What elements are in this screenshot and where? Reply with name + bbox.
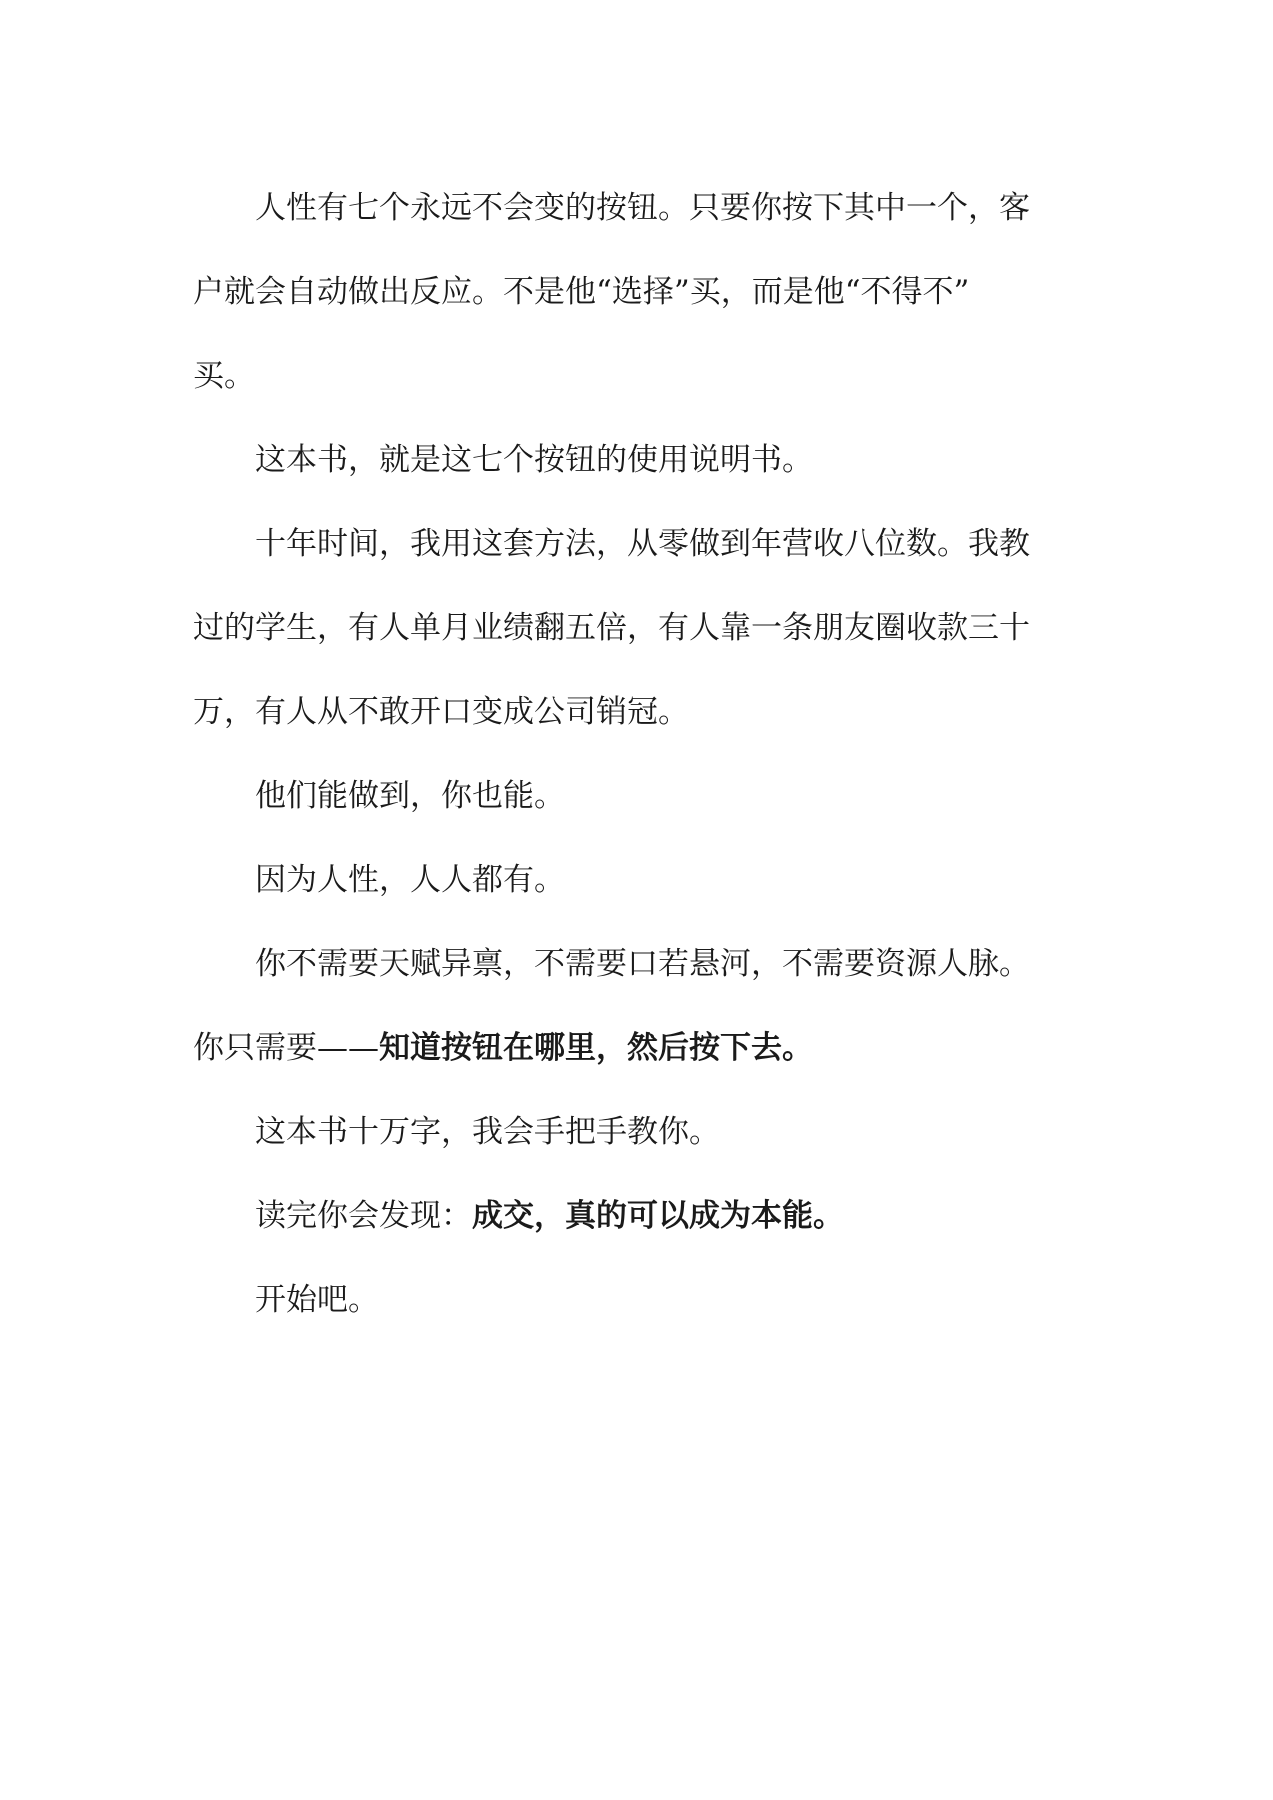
paragraph-line: 万，有人从不敢开口变成公司销冠。 (193, 694, 689, 730)
paragraph-human-nature: 因为人性，人人都有。 (255, 862, 565, 898)
paragraph-line: 买。 (193, 358, 255, 394)
paragraph-line: 十年时间，我用这套方法，从零做到年营收八位数。我教 (255, 526, 1030, 562)
bold-emphasis: 知道按钮在哪里，然后按下去。 (379, 1030, 813, 1066)
bold-emphasis: 成交，真的可以成为本能。 (472, 1198, 844, 1234)
paragraph-start: 开始吧。 (255, 1282, 379, 1318)
paragraph-they-can: 他们能做到，你也能。 (255, 778, 565, 814)
paragraph-instinct (193, 1174, 1077, 1258)
paragraph-line (131, 1006, 1077, 1090)
paragraph-manual: 这本书，就是这七个按钮的使用说明书。 (255, 442, 813, 478)
plain-text: 读完你会发现： (255, 1198, 472, 1234)
paragraph-line: 你不需要天赋异禀，不需要口若悬河，不需要资源人脉。 (255, 946, 1030, 982)
paragraph-seven-buttons (193, 166, 1077, 418)
plain-text: 你只需要—— (193, 1030, 379, 1066)
paragraph-hundred-thousand: 这本书十万字，我会手把手教你。 (255, 1114, 720, 1150)
paragraph-no-talent (193, 922, 1077, 1090)
paragraph-ten-years (193, 502, 1077, 754)
paragraph-line: 户就会自动做出反应。不是他“选择”买，而是他“不得不” (193, 274, 970, 310)
document-body (193, 166, 1077, 1342)
paragraph-line: 人性有七个永远不会变的按钮。只要你按下其中一个，客 (255, 190, 1030, 226)
paragraph-line: 过的学生，有人单月业绩翻五倍，有人靠一条朋友圈收款三十 (193, 610, 1030, 646)
